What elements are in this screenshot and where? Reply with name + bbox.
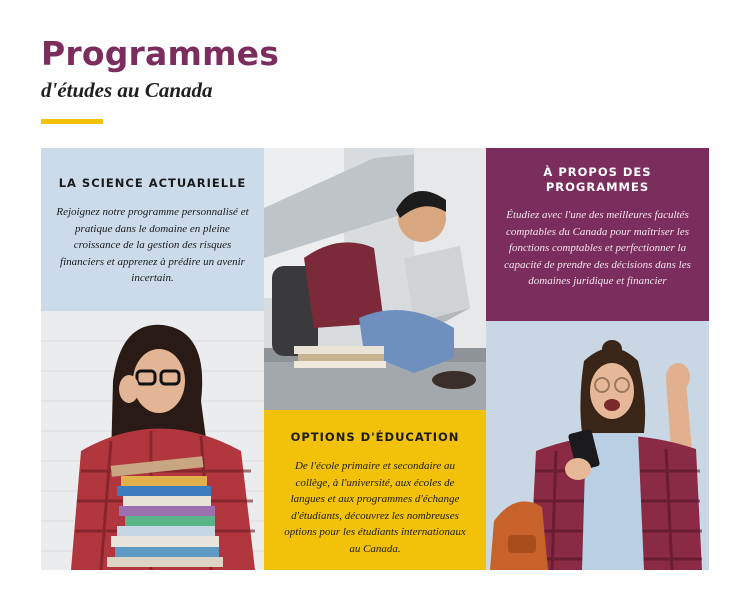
card-options-body: De l'école primaire et secondaire au collège, à l'université, aux écoles de langues et aux programmes d'échange d'étudiants, découvrez les nombreuses options pour les étudiants internationaux au Canada.: [284, 460, 466, 555]
student-with-laptop-photo: [264, 148, 486, 410]
card-about-heading: À PROPOS DES PROGRAMMES: [543, 165, 652, 194]
page-title: Programmes: [41, 34, 280, 73]
programs-grid: [41, 148, 709, 570]
card-actuarial-heading: LA SCIENCE ACTUARIELLE: [58, 176, 247, 190]
page-subtitle: d'études au Canada: [41, 78, 213, 102]
title-accent-bar: [41, 119, 103, 124]
card-actuarial-science: [41, 148, 264, 311]
card-education-options: [264, 410, 486, 570]
card-about-body: Étudiez avec l'une des meilleures facultés comptables du Canada pour maîtriser les fonctions comptables et perfectionner la capacité de prendre des décisions dans les domaines juridique et financier: [504, 209, 691, 287]
excited-student-with-phone-photo: [486, 321, 709, 570]
card-actuarial-body: Rejoignez notre programme personnalisé et pratique dans le domaine en pleine croissance de la gestion des risques financiers et apprenez à prédire un avenir incertain.: [56, 206, 249, 284]
student-with-books-photo: [41, 311, 264, 570]
card-about-programs: [486, 148, 709, 321]
card-options-heading: OPTIONS D'ÉDUCATION: [290, 430, 460, 444]
